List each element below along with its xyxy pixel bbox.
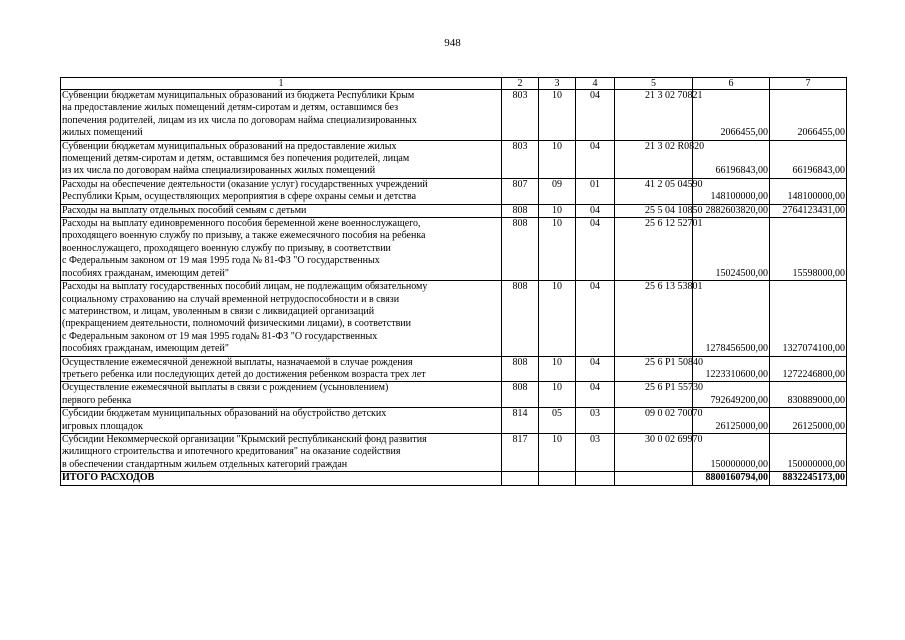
row-description: Расходы на обеспечение деятельности (оказание услуг) государственных учреждений Республики Крым, осуществляющих мероприятия в сфере охраны семьи и детства bbox=[61, 178, 502, 204]
target-article-code: 30 0 02 69970 bbox=[615, 433, 693, 471]
section-code: 10 bbox=[539, 218, 576, 281]
ministry-code: 808 bbox=[502, 281, 539, 356]
target-article-code: 25 5 04 10850 bbox=[615, 204, 693, 217]
amount-year-1: 150000000,00 bbox=[693, 433, 770, 471]
total-row bbox=[61, 472, 847, 485]
ministry-code: 817 bbox=[502, 433, 539, 471]
empty-cell bbox=[539, 472, 576, 485]
amount-year-2: 148100000,00 bbox=[770, 178, 847, 204]
subsection-code: 04 bbox=[576, 281, 615, 356]
amount-year-1: 1278456500,00 bbox=[693, 281, 770, 356]
row-description: Расходы на выплату государственных пособий лицам, не подлежащим обязательному социальному страхованию на случай временной нетрудоспособности и в связи с материнством, и лицам, уволенным в связи с ликвидацией организаций (прекращением деятельности, полномочий физическими лицами), в соответствии с Федеральным законом от 19 мая 1995 года№ 81-ФЗ "О государственных пособиях гражданам, имеющим детей" bbox=[61, 281, 502, 356]
row-description: Субвенции бюджетам муниципальных образований на предоставление жилых помещений детям-сиротам и детям, оставшимся без попечения родителей, лицам из их числа по договорам найма специализированных жилых помещений bbox=[61, 140, 502, 178]
row-description: Расходы на выплату единовременного пособия беременной жене военнослужащего, проходящего военную службу по призыву, а также ежемесячного пособия на ребенка военнослужащего, проходящего военную службу по призыву, в соответствии с Федеральным законом от 19 мая 1995 года № 81-ФЗ "О государственных пособиях гражданам, имеющим детей" bbox=[61, 218, 502, 281]
table-row bbox=[61, 382, 847, 408]
target-article-code: 25 6 P1 55730 bbox=[615, 382, 693, 408]
section-code: 10 bbox=[539, 90, 576, 141]
section-code: 10 bbox=[539, 433, 576, 471]
amount-year-2: 2066455,00 bbox=[770, 90, 847, 141]
table-row bbox=[61, 433, 847, 471]
section-code: 10 bbox=[539, 281, 576, 356]
section-code: 10 bbox=[539, 204, 576, 217]
amount-year-1: 792649200,00 bbox=[693, 382, 770, 408]
column-header: 7 bbox=[770, 78, 847, 90]
table-row bbox=[61, 356, 847, 382]
total-year-2: 8832245173,00 bbox=[770, 472, 847, 485]
column-header: 6 bbox=[693, 78, 770, 90]
amount-year-2: 15598000,00 bbox=[770, 218, 847, 281]
page-number: 948 bbox=[444, 37, 461, 49]
expenses-table bbox=[60, 77, 847, 486]
table-row bbox=[61, 140, 847, 178]
ministry-code: 808 bbox=[502, 204, 539, 217]
subsection-code: 04 bbox=[576, 218, 615, 281]
section-code: 10 bbox=[539, 356, 576, 382]
column-header: 2 bbox=[502, 78, 539, 90]
subsection-code: 04 bbox=[576, 90, 615, 141]
amount-year-2: 66196843,00 bbox=[770, 140, 847, 178]
table-row bbox=[61, 90, 847, 141]
amount-year-1: 2882603820,00 bbox=[693, 204, 770, 217]
target-article-code: 21 3 02 70821 bbox=[615, 90, 693, 141]
section-code: 10 bbox=[539, 382, 576, 408]
amount-year-2: 830889000,00 bbox=[770, 382, 847, 408]
row-description: Осуществление ежемесячной денежной выплаты, назначаемой в случае рождения третьего ребенка или последующих детей до достижения ребенком возраста трех лет bbox=[61, 356, 502, 382]
amount-year-2: 150000000,00 bbox=[770, 433, 847, 471]
subsection-code: 03 bbox=[576, 433, 615, 471]
row-description: Субсидии бюджетам муниципальных образований на обустройство детских игровых площадок bbox=[61, 408, 502, 434]
column-header: 5 bbox=[615, 78, 693, 90]
amount-year-1: 1223310600,00 bbox=[693, 356, 770, 382]
amount-year-2: 1272246800,00 bbox=[770, 356, 847, 382]
section-code: 10 bbox=[539, 140, 576, 178]
row-description: Субсидии Некоммерческой организации "Крымский республиканский фонд развития жилищного строительства и ипотечного кредитования" на оказание содействия в обеспечении стандартным жильем отдельных категорий граждан bbox=[61, 433, 502, 471]
target-article-code: 25 6 P1 50840 bbox=[615, 356, 693, 382]
section-code: 09 bbox=[539, 178, 576, 204]
table-row bbox=[61, 204, 847, 217]
target-article-code: 25 6 12 52701 bbox=[615, 218, 693, 281]
section-code: 05 bbox=[539, 408, 576, 434]
ministry-code: 808 bbox=[502, 382, 539, 408]
empty-cell bbox=[502, 472, 539, 485]
target-article-code: 21 3 02 R0820 bbox=[615, 140, 693, 178]
table-row bbox=[61, 408, 847, 434]
amount-year-2: 26125000,00 bbox=[770, 408, 847, 434]
subsection-code: 04 bbox=[576, 356, 615, 382]
row-description: Осуществление ежемесячной выплаты в связи с рождением (усыновлением) первого ребенка bbox=[61, 382, 502, 408]
target-article-code: 41 2 05 04590 bbox=[615, 178, 693, 204]
column-header: 3 bbox=[539, 78, 576, 90]
amount-year-1: 26125000,00 bbox=[693, 408, 770, 434]
amount-year-1: 2066455,00 bbox=[693, 90, 770, 141]
amount-year-2: 2764123431,00 bbox=[770, 204, 847, 217]
table-row bbox=[61, 281, 847, 356]
subsection-code: 04 bbox=[576, 382, 615, 408]
amount-year-1: 66196843,00 bbox=[693, 140, 770, 178]
ministry-code: 803 bbox=[502, 90, 539, 141]
amount-year-1: 148100000,00 bbox=[693, 178, 770, 204]
table-row bbox=[61, 218, 847, 281]
ministry-code: 803 bbox=[502, 140, 539, 178]
empty-cell bbox=[576, 472, 615, 485]
subsection-code: 04 bbox=[576, 140, 615, 178]
column-header: 4 bbox=[576, 78, 615, 90]
ministry-code: 808 bbox=[502, 218, 539, 281]
ministry-code: 807 bbox=[502, 178, 539, 204]
ministry-code: 808 bbox=[502, 356, 539, 382]
amount-year-2: 1327074100,00 bbox=[770, 281, 847, 356]
amount-year-1: 15024500,00 bbox=[693, 218, 770, 281]
subsection-code: 04 bbox=[576, 204, 615, 217]
target-article-code: 25 6 13 53801 bbox=[615, 281, 693, 356]
total-year-1: 8800160794,00 bbox=[693, 472, 770, 485]
row-description: Субвенции бюджетам муниципальных образований из бюджета Республики Крым на предоставление жилых помещений детям-сиротам и детям, оставшимся без попечения родителей, лицам из их числа по договорам найма специализированных жилых помещений bbox=[61, 90, 502, 141]
table-row bbox=[61, 178, 847, 204]
subsection-code: 03 bbox=[576, 408, 615, 434]
empty-cell bbox=[615, 472, 693, 485]
subsection-code: 01 bbox=[576, 178, 615, 204]
row-description: Расходы на выплату отдельных пособий семьям с детьми bbox=[61, 204, 502, 217]
ministry-code: 814 bbox=[502, 408, 539, 434]
column-header: 1 bbox=[61, 78, 502, 90]
target-article-code: 09 0 02 70070 bbox=[615, 408, 693, 434]
table-header-row bbox=[61, 78, 847, 90]
total-label: ИТОГО РАСХОДОВ bbox=[61, 472, 502, 485]
